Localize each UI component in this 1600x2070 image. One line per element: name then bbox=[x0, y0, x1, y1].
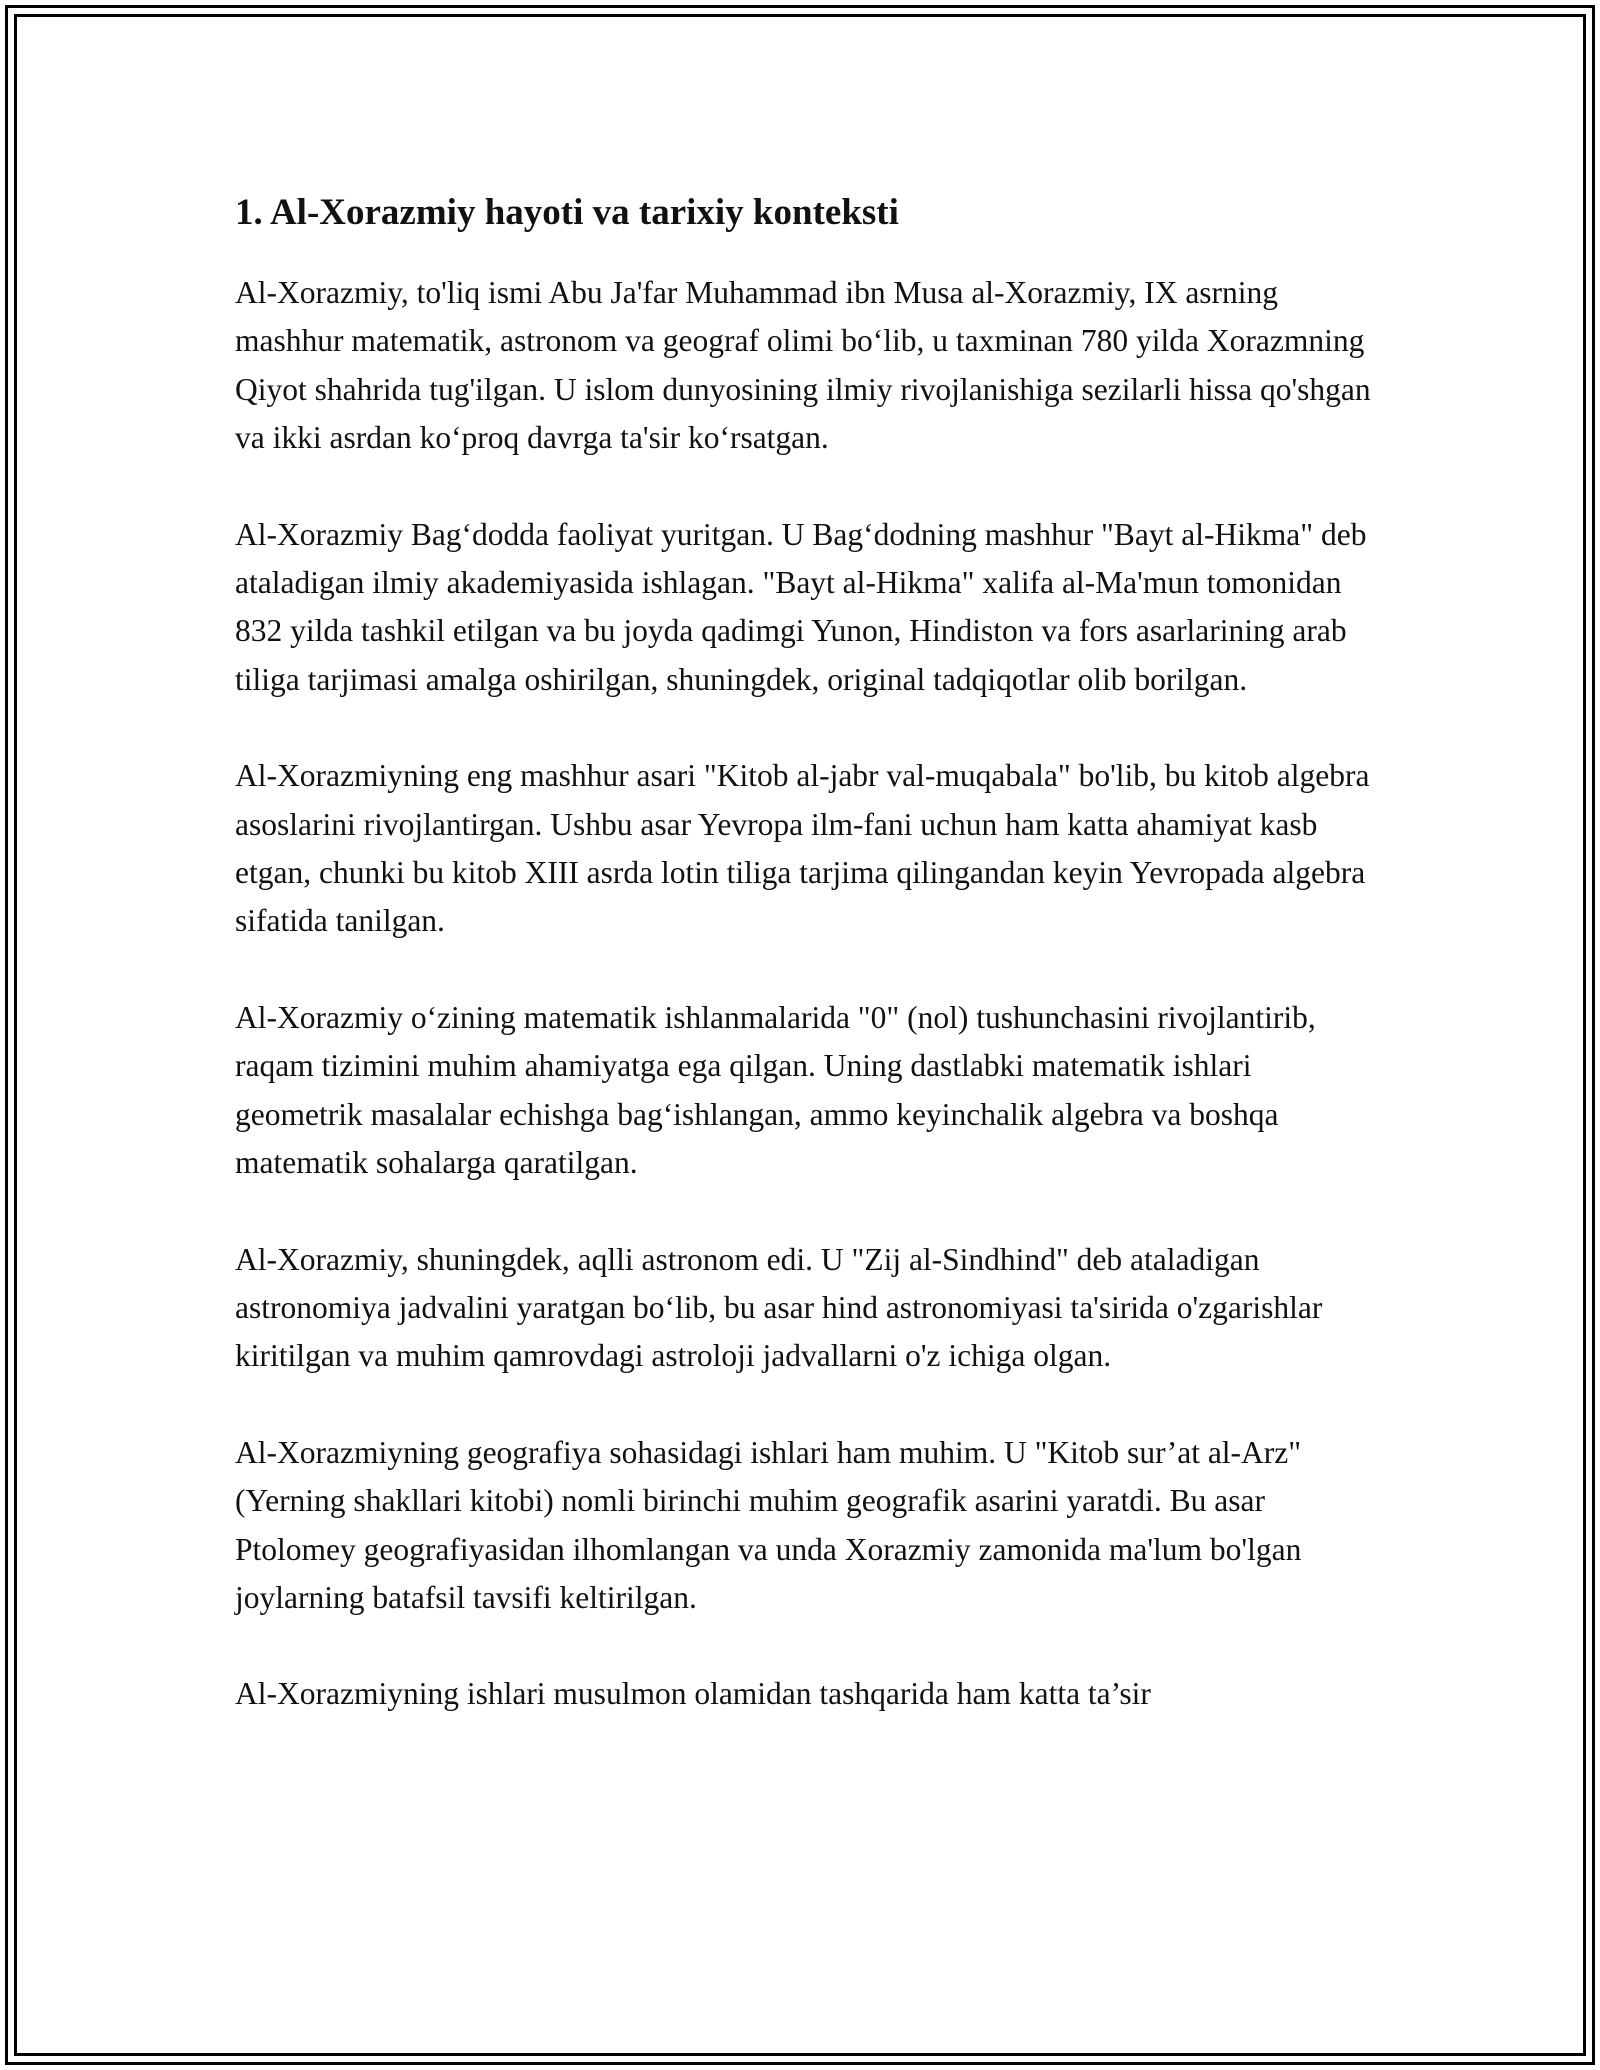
paragraph-4: Al-Xorazmiy o‘zining matematik ishlanmalarida "0" (nol) tushunchasini rivojlantirib, raqam tizimini muhim ahamiyatga ega qilgan. Uning dastlabki matematik ishlari geometrik masalalar echishga bag‘ishlangan, ammo keyinchalik algebra va boshqa matematik sohalarga qaratilgan. bbox=[235, 999, 1316, 1181]
paragraph-1: Al-Xorazmiy, to'liq ismi Abu Ja'far Muhammad ibn Musa al-Xorazmiy, IX asrning mashhur matematik, astronom va geograf olimi bo‘lib, u taxminan 780 yilda Xorazmning Qiyot shahrida tug'ilgan. U islom dunyosining ilmiy rivojlanishiga sezilarli hissa qo'shgan va ikki asrdan ko‘proq davrga ta'sir ko‘rsatgan. bbox=[235, 275, 1371, 456]
paragraph-3: Al-Xorazmiyning eng mashhur asari "Kitob al-jabr val-muqabala" bo'lib, bu kitob algebra asoslarini rivojlantirgan. Ushbu asar Yevropa ilm-fani uchun ham katta ahamiyat kasb etgan, chunki bu kitob XIII asrda lotin tiliga tarjima qilingandan keyin Yevropada algebra sifatida tanilgan. bbox=[235, 758, 1370, 939]
paragraph-5: Al-Xorazmiy, shuningdek, aqlli astronom edi. U "Zij al-Sindhind" deb ataladigan astronomiya jadvalini yaratgan bo‘lib, bu asar hind astronomiyasi ta'sirida o'zgarishlar kiritilgan va muhim qamrovdagi astroloji jadvallarni o'z ichiga olgan. bbox=[235, 1241, 1323, 1374]
paragraph-6: Al-Xorazmiyning geografiya sohasidagi ishlari ham muhim. U "Kitob sur’at al-Arz" (Yerning shakllari kitobi) nomli birinchi muhim geografik asarini yaratdi. Bu asar Ptolomey geografiyasidan ilhomlangan va unda Xorazmiy zamonida ma'lum bo'lgan joylarning batafsil tavsifi keltirilgan. bbox=[235, 1434, 1302, 1615]
document-body bbox=[235, 185, 1375, 1719]
section-heading: 1. Al-Xorazmiy hayoti va tarixiy konteksti bbox=[235, 192, 899, 233]
paragraph-2: Al-Xorazmiy Bag‘dodda faoliyat yuritgan. U Bag‘dodning mashhur "Bayt al-Hikma" deb ataladigan ilmiy akademiyasida ishlagan. "Bayt al-Hikma" xalifa al-Ma'mun tomonidan 832 yilda tashkil etilgan va bu joyda qadimgi Yunon, Hindiston va fors asarlarining arab tiliga tarjimasi amalga oshirilgan, shuningdek, original tadqiqotlar olib borilgan. bbox=[235, 516, 1367, 697]
paragraph-7: Al-Xorazmiyning ishlari musulmon olamidan tashqarida ham katta ta’sir bbox=[235, 1676, 1151, 1712]
